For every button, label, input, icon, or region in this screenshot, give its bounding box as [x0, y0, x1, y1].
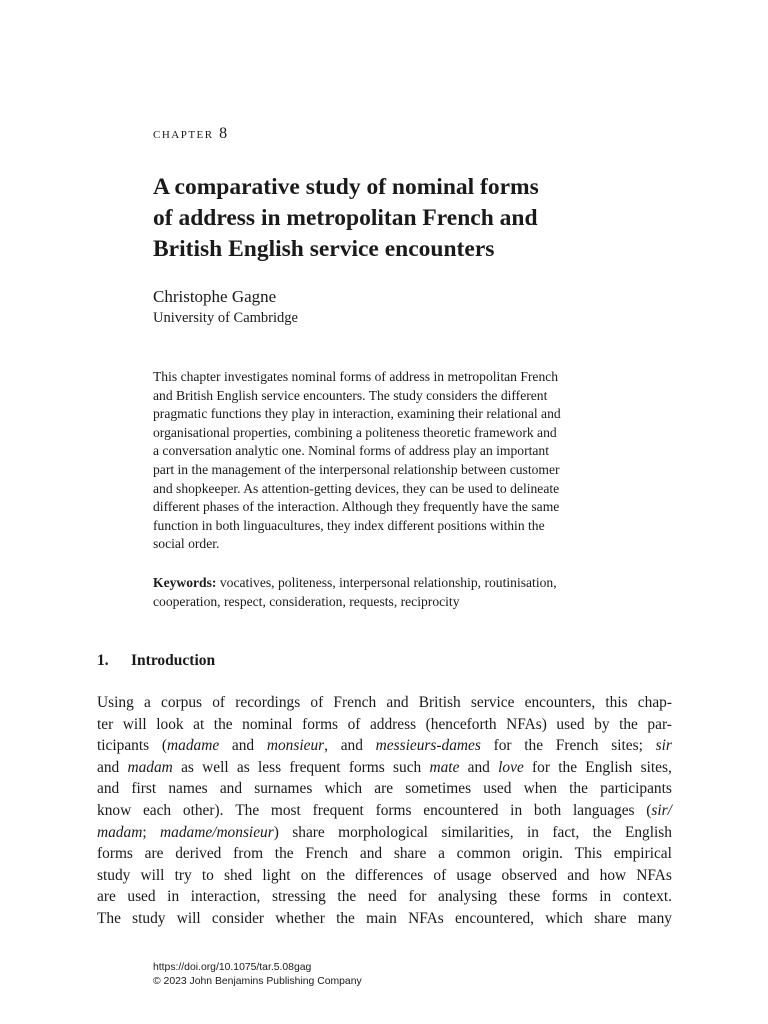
body-word: forms: [375, 801, 412, 819]
body-word: morphological: [338, 823, 428, 841]
body-word: used: [483, 780, 512, 798]
body-word: for: [408, 888, 427, 906]
abstract-line: part in the management of the interpersonal relationship between customer: [153, 461, 560, 477]
body-word: encounters,: [524, 694, 596, 711]
body-word: will: [122, 715, 147, 733]
body-word: derived: [175, 845, 222, 863]
body-word: address: [369, 715, 417, 733]
body-word: and: [386, 694, 409, 711]
body-word: a: [143, 694, 151, 711]
body-word: the: [274, 845, 294, 863]
body-word: for: [532, 758, 550, 776]
author-affiliation: University of Cambridge: [153, 310, 298, 326]
body-word: participants: [600, 780, 672, 798]
body-word: look: [156, 715, 184, 733]
body-word: This: [574, 845, 603, 863]
body-word: in: [167, 888, 180, 906]
body-word: names: [168, 780, 208, 798]
body-word: on: [300, 866, 317, 884]
body-word: sometimes: [405, 780, 472, 798]
body-word: other).: [182, 801, 224, 819]
body-line: [97, 886, 672, 908]
body-word: and: [359, 845, 383, 863]
body-word: this: [605, 694, 628, 711]
body-word: observed: [501, 866, 558, 884]
body-word: share: [594, 909, 627, 927]
body-word: origin.: [522, 845, 563, 863]
body-word: service: [470, 694, 515, 711]
body-word: French: [305, 845, 349, 863]
body-word: The: [235, 801, 260, 819]
chapter-label: [153, 125, 229, 143]
body-word: analysing: [437, 888, 497, 906]
body-word: know: [97, 801, 132, 819]
title-line: of address in metropolitan French and: [153, 205, 538, 231]
body-word: such: [393, 758, 422, 776]
body-word: light: [262, 866, 291, 884]
body-word: par-: [647, 715, 672, 733]
abstract-line: and shopkeeper. As attention-getting devices, they can be used to delineate: [153, 480, 560, 496]
body-word: (madame: [161, 737, 220, 755]
body-word: of: [433, 866, 447, 884]
body-word: nominal: [242, 715, 293, 733]
keywords-label: Keywords:: [153, 575, 217, 590]
body-word: sir: [655, 737, 672, 755]
keywords-line: [153, 573, 643, 592]
body-word: used: [556, 715, 585, 733]
body-word: and: [467, 758, 490, 776]
body-word: ter: [97, 715, 114, 733]
body-word: the: [619, 715, 638, 733]
body-word: and: [231, 737, 255, 755]
body-word: the: [326, 866, 346, 884]
body-word: by: [594, 715, 610, 733]
body-word: used: [127, 888, 156, 906]
body-word: similarities,: [441, 823, 514, 841]
body-word: the: [337, 888, 357, 906]
body-word: usage: [456, 866, 492, 884]
body-word: empirical: [613, 845, 672, 863]
body-word: English: [585, 758, 633, 776]
body-word: try: [174, 866, 192, 884]
chapter-word: chapter: [153, 125, 214, 142]
abstract-line: This chapter investigates nominal forms of address in metropolitan French: [153, 369, 559, 384]
body-word: messieurs-dames: [375, 737, 481, 755]
body-word: of: [212, 694, 226, 711]
body-word: sites;: [611, 737, 643, 755]
body-word: of: [347, 715, 361, 733]
abstract: [153, 368, 643, 554]
abstract-line: organisational properties, combining a politeness theoretic framework and: [153, 424, 557, 440]
body-word: in: [510, 801, 523, 819]
body-word: monsieur,: [266, 737, 328, 755]
body-word: and: [567, 866, 590, 884]
body-word: (sir/: [646, 801, 672, 819]
copyright-notice: © 2023 John Benjamins Publishing Company: [153, 976, 362, 987]
keywords-line: cooperation, respect, consideration, requests, reciprocity: [153, 594, 460, 609]
body-word: forms: [302, 715, 339, 733]
body-word: fact,: [552, 823, 580, 841]
body-word: which: [545, 909, 583, 927]
body-line: [97, 692, 672, 714]
body-word: stressing: [271, 888, 326, 906]
body-word: the: [524, 737, 544, 755]
body-word: sites,: [640, 758, 672, 776]
body-word: mate: [429, 758, 460, 776]
body-word: shed: [223, 866, 253, 884]
body-word: of: [310, 694, 324, 711]
body-word: are: [144, 845, 164, 863]
body-word: encountered: [423, 801, 499, 819]
body-word: madam;: [97, 823, 147, 841]
body-word: and: [97, 780, 120, 798]
body-word: the: [336, 909, 355, 927]
body-word: which: [324, 780, 363, 798]
body-word: consider: [211, 909, 265, 927]
body-word: and: [97, 758, 120, 776]
body-word: from: [233, 845, 264, 863]
body-line: [97, 800, 672, 822]
abstract-line: social order.: [153, 536, 220, 552]
body-word: need: [367, 888, 397, 906]
body-word: study: [132, 909, 166, 927]
body-word: to: [201, 866, 214, 884]
abstract-line: pragmatic functions they play in interaction, examining their relational and: [153, 406, 561, 422]
body-word: chap-: [637, 694, 672, 711]
abstract-line: function in both linguacultures, they index different positions within the: [153, 517, 545, 533]
body-word: well: [202, 758, 229, 776]
body-word: ticipants: [97, 737, 150, 755]
page-footer: [153, 961, 362, 989]
body-word: corpus: [161, 694, 203, 711]
body-word: recordings: [235, 694, 301, 711]
body-word: madam: [127, 758, 173, 776]
body-line: [97, 843, 672, 865]
body-word: whether: [275, 909, 325, 927]
title-line: British English service encounters: [153, 236, 495, 262]
body-word: madame/monsieur): [160, 823, 279, 841]
keywords: [153, 573, 643, 611]
body-word: share: [292, 823, 325, 841]
body-word: The: [97, 909, 121, 927]
body-line: [97, 865, 672, 887]
body-word: how: [599, 866, 627, 884]
author-name: Christophe Gagne: [153, 287, 277, 306]
body-paragraph: [97, 692, 672, 930]
abstract-line: a conversation analytic one. Nominal forms of address play an important: [153, 443, 549, 459]
body-word: first: [131, 780, 157, 798]
body-word: both: [533, 801, 562, 819]
body-word: forms: [348, 758, 385, 776]
body-word: interaction,: [190, 888, 261, 906]
section-heading: [97, 652, 215, 670]
body-word: a: [438, 845, 445, 863]
body-word: French: [333, 694, 377, 711]
body-word: forms: [551, 888, 588, 906]
body-word: context.: [622, 888, 672, 906]
body-word: these: [508, 888, 541, 906]
body-word: in: [599, 888, 612, 906]
body-line: [97, 778, 672, 800]
body-word: share: [393, 845, 427, 863]
body-word: encountered,: [454, 909, 535, 927]
body-line: [97, 908, 672, 930]
body-word: will: [176, 909, 201, 927]
keywords-text: vocatives, politeness, interpersonal relationship, routinisation,: [219, 575, 557, 590]
body-line: [97, 757, 672, 779]
body-word: are: [374, 780, 394, 798]
body-word: frequent: [312, 801, 364, 819]
body-word: the: [592, 823, 612, 841]
chapter-number: 8: [219, 125, 229, 142]
body-word: NFAs: [636, 866, 672, 884]
body-word: English: [624, 823, 672, 841]
body-word: forms: [97, 845, 133, 863]
body-word: Using: [97, 694, 134, 711]
body-word: the: [558, 758, 578, 776]
body-word: will: [140, 866, 165, 884]
body-word: as: [236, 758, 250, 776]
body-word: as: [181, 758, 194, 776]
doi-link[interactable]: https://doi.org/10.1075/tar.5.08gag: [153, 962, 312, 973]
section-number: 1.: [97, 652, 109, 669]
body-word: surnames: [254, 780, 313, 798]
body-word: in: [527, 823, 539, 841]
body-line: [97, 735, 672, 757]
body-word: main: [366, 909, 397, 927]
body-word: love: [498, 758, 524, 776]
body-word: French: [555, 737, 599, 755]
body-word: each: [142, 801, 172, 819]
body-line: [97, 822, 672, 844]
body-word: differences: [355, 866, 424, 884]
body-line: [97, 714, 672, 736]
chapter-title: [153, 172, 623, 265]
abstract-line: different phases of the interaction. Although they frequently have the same: [153, 499, 560, 515]
body-word: the: [213, 715, 233, 733]
body-word: NFAs): [506, 715, 547, 733]
body-word: (henceforth: [425, 715, 497, 733]
body-word: languages: [573, 801, 635, 819]
body-word: less: [257, 758, 282, 776]
body-word: the: [569, 780, 588, 798]
body-word: many: [637, 909, 672, 927]
body-word: frequent: [289, 758, 341, 776]
body-word: and: [340, 737, 363, 755]
title-line: A comparative study of nominal forms: [153, 174, 539, 200]
body-word: and: [219, 780, 243, 798]
body-word: common: [456, 845, 511, 863]
body-word: study: [97, 866, 131, 884]
body-word: for: [493, 737, 512, 755]
body-word: NFAs: [408, 909, 444, 927]
body-word: at: [193, 715, 205, 733]
abstract-line: and British English service encounters. The study considers the different: [153, 387, 548, 403]
body-word: British: [418, 694, 461, 711]
body-word: most: [270, 801, 301, 819]
body-word: are: [97, 888, 116, 906]
body-word: when: [523, 780, 557, 798]
section-title: Introduction: [131, 652, 216, 669]
